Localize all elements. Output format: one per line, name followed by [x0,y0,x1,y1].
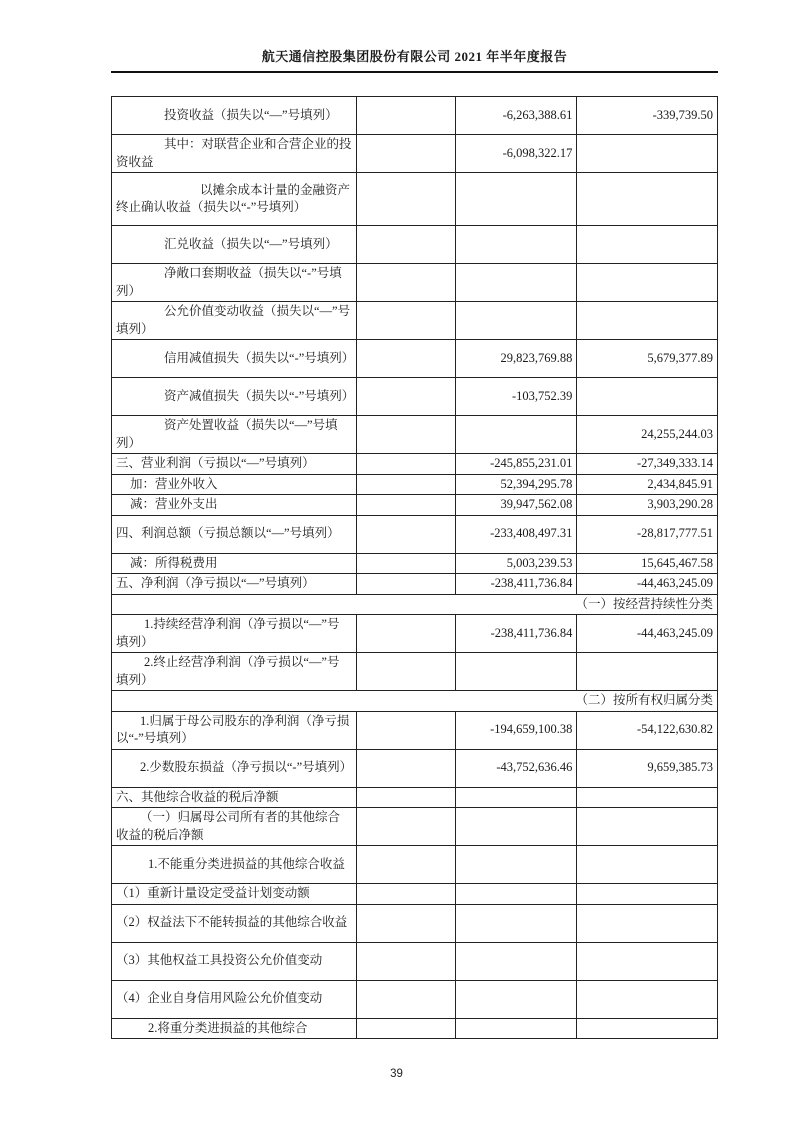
table-row [112,226,718,264]
value-current-period [455,302,577,340]
note-cell [356,884,455,905]
value-current-period [455,980,577,1018]
value-current-period [455,653,577,691]
value-prior-period: -44,463,245.09 [577,615,718,653]
value-prior-period [577,942,718,980]
table-row [112,515,718,553]
note-cell [356,515,455,553]
item-label: （一）归属母公司所有者的其他综合收益的税后净额 [112,808,357,846]
table-row [112,846,718,884]
item-label: 1.持续经营净利润（净亏损以“—”号填列） [112,615,357,653]
note-cell [356,904,455,942]
value-prior-period: -54,122,630.82 [577,711,718,749]
report-title: 航天通信控股集团股份有限公司 2021 年半年度报告 [261,49,568,64]
table-row [112,173,718,226]
item-label: 六、其他综合收益的税后净额 [112,787,357,808]
item-label: 信用减值损失（损失以“-”号填列） [112,340,357,378]
value-current-period [455,1018,577,1039]
table-row [112,884,718,905]
item-label: 减：营业外支出 [112,495,357,516]
table-row [112,615,718,653]
item-label: 投资收益（损失以“—”号填列） [112,97,357,135]
note-cell [356,615,455,653]
value-current-period: 52,394,295.78 [455,474,577,495]
table-row [112,1018,718,1039]
table-row [112,749,718,787]
item-label: 1.归属于母公司股东的净利润（净亏损以“-”号填列） [112,711,357,749]
item-label: （2）权益法下不能转损益的其他综合收益 [112,904,357,942]
value-prior-period: -44,463,245.09 [577,574,718,595]
page-number: 39 [390,1068,403,1080]
note-cell [356,942,455,980]
value-current-period: -6,098,322.17 [455,135,577,173]
value-current-period: -238,411,736.84 [455,574,577,595]
item-label: 2.终止经营净利润（净亏损以“—”号填列） [112,653,357,691]
section-label: （二）按所有权归属分类 [112,691,718,712]
table-row [112,808,718,846]
value-prior-period [577,173,718,226]
value-prior-period [577,226,718,264]
note-cell [356,711,455,749]
table-row [112,378,718,416]
value-current-period [455,787,577,808]
value-prior-period [577,653,718,691]
table-row [112,97,718,135]
item-label: （1）重新计量设定受益计划变动额 [112,884,357,905]
table-row [112,980,718,1018]
value-current-period: 5,003,239.53 [455,553,577,574]
note-cell [356,264,455,302]
table-row [112,711,718,749]
income-statement-table [111,96,718,1039]
table-row [112,135,718,173]
value-prior-period [577,884,718,905]
item-label: 1.不能重分类进损益的其他综合收益 [112,846,357,884]
value-prior-period: 9,659,385.73 [577,749,718,787]
value-current-period: -238,411,736.84 [455,615,577,653]
value-prior-period [577,264,718,302]
value-current-period: -43,752,636.46 [455,749,577,787]
value-current-period: 29,823,769.88 [455,340,577,378]
note-cell [356,302,455,340]
value-current-period [455,173,577,226]
item-label: （4）企业自身信用风险公允价值变动 [112,980,357,1018]
note-cell [356,1018,455,1039]
document-header [111,48,718,81]
item-label: 公允价值变动收益（损失以“—”号填列） [112,302,357,340]
value-prior-period [577,302,718,340]
value-prior-period [577,1018,718,1039]
value-current-period: -103,752.39 [455,378,577,416]
item-label: 资产减值损失（损失以“-”号填列） [112,378,357,416]
table-row [112,416,718,454]
table-row [112,302,718,340]
table-row [112,904,718,942]
table-row [112,574,718,595]
value-prior-period: -28,817,777.51 [577,515,718,553]
note-cell [356,553,455,574]
item-label: 减：所得税费用 [112,553,357,574]
value-prior-period [577,135,718,173]
item-label: 以摊余成本计量的金融资产终止确认收益（损失以“-”号填列） [112,173,357,226]
value-current-period: -194,659,100.38 [455,711,577,749]
value-prior-period: 24,255,244.03 [577,416,718,454]
table-row [112,942,718,980]
item-label: （3）其他权益工具投资公允价值变动 [112,942,357,980]
item-label: 五、净利润（净亏损以“—”号填列） [112,574,357,595]
item-label: 四、利润总额（亏损总额以“—”号填列） [112,515,357,553]
value-prior-period: -27,349,333.14 [577,454,718,475]
note-cell [356,749,455,787]
table-row [112,454,718,475]
note-cell [356,787,455,808]
value-current-period: 39,947,562.08 [455,495,577,516]
item-label: 净敞口套期收益（损失以“-”号填列） [112,264,357,302]
note-cell [356,135,455,173]
value-current-period [455,264,577,302]
value-current-period [455,904,577,942]
section-label: （一）按经营持续性分类 [112,594,718,615]
value-prior-period: 15,645,467.58 [577,553,718,574]
income-statement-body [112,97,718,1039]
value-prior-period: 2,434,845.91 [577,474,718,495]
item-label: 加：营业外收入 [112,474,357,495]
note-cell [356,416,455,454]
table-row [112,340,718,378]
item-label: 资产处置收益（损失以“—”号填列） [112,416,357,454]
note-cell [356,474,455,495]
value-current-period [455,226,577,264]
value-current-period: -245,855,231.01 [455,454,577,475]
note-cell [356,173,455,226]
value-prior-period [577,378,718,416]
item-label: 2.少数股东损益（净亏损以“-”号填列） [112,749,357,787]
value-current-period [455,884,577,905]
section-row [112,594,718,615]
note-cell [356,454,455,475]
value-current-period [455,808,577,846]
table-row [112,495,718,516]
table-row [112,264,718,302]
item-label: 三、营业利润（亏损以“—”号填列） [112,454,357,475]
note-cell [356,808,455,846]
value-prior-period: 3,903,290.28 [577,495,718,516]
value-prior-period [577,808,718,846]
note-cell [356,495,455,516]
table-row [112,553,718,574]
note-cell [356,846,455,884]
value-prior-period [577,904,718,942]
value-prior-period: -339,739.50 [577,97,718,135]
item-label: 2.将重分类进损益的其他综合 [112,1018,357,1039]
table-row [112,474,718,495]
value-current-period: -233,408,497.31 [455,515,577,553]
item-label: 汇兑收益（损失以“—”号填列） [112,226,357,264]
table-row [112,787,718,808]
note-cell [356,226,455,264]
value-current-period [455,942,577,980]
note-cell [356,574,455,595]
note-cell [356,378,455,416]
value-prior-period [577,846,718,884]
header-rule [111,71,718,73]
value-current-period: -6,263,388.61 [455,97,577,135]
note-cell [356,340,455,378]
note-cell [356,97,455,135]
note-cell [356,653,455,691]
table-row [112,653,718,691]
value-current-period [455,416,577,454]
value-prior-period [577,787,718,808]
item-label: 其中：对联营企业和合营企业的投资收益 [112,135,357,173]
value-current-period [455,846,577,884]
note-cell [356,980,455,1018]
value-prior-period: 5,679,377.89 [577,340,718,378]
value-prior-period [577,980,718,1018]
section-row [112,691,718,712]
